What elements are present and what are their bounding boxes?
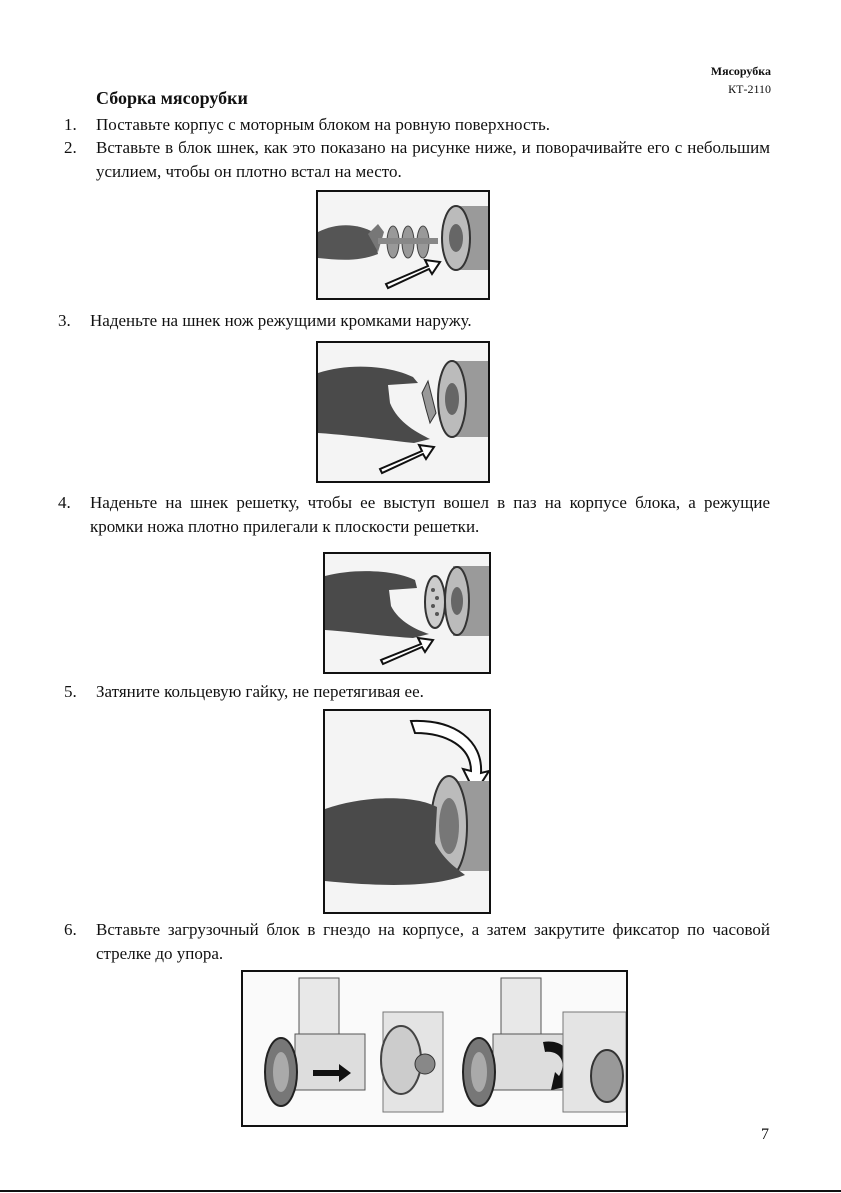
grid-illustration (325, 554, 489, 672)
auger-illustration (318, 192, 488, 298)
page-title: Сборка мясорубки (96, 88, 248, 108)
step-4 (58, 491, 770, 539)
photo-ring-nut (323, 709, 491, 914)
header-brand: Мясорубка (710, 64, 771, 78)
step-3 (58, 309, 770, 333)
step-text: Наденьте на шнек нож режущими кромками наружу. (90, 311, 472, 330)
step-2 (64, 136, 770, 184)
bottom-rule (0, 1190, 841, 1192)
header-model: КТ-2110 (728, 82, 771, 96)
photo-grid-install (323, 552, 491, 674)
loading-tube-illustration (243, 972, 626, 1125)
step-number: 1. (64, 115, 77, 134)
knife-illustration (318, 343, 488, 481)
step-text: Затяните кольцевую гайку, не перетягивая ее. (96, 682, 424, 701)
ring-nut-illustration (325, 711, 489, 912)
step-6 (64, 918, 770, 966)
photo-loading-tube (241, 970, 628, 1127)
step-text: Поставьте корпус с моторным блоком на ровную поверхность. (96, 115, 550, 134)
step-number: 5. (64, 682, 77, 701)
page-number: 7 (761, 1126, 769, 1143)
step-5 (64, 680, 770, 704)
step-number: 2. (64, 138, 77, 157)
step-text: Наденьте на шнек решетку, чтобы ее выступ вошел в паз на корпусе блока, а режущие кромки ножа плотно прилегали к плоскости решетки. (90, 493, 770, 536)
step-text: Вставьте загрузочный блок в гнездо на корпусе, а затем закрутите фиксатор по часовой стрелке до упора. (96, 920, 770, 963)
step-1 (64, 113, 770, 137)
photo-knife-install (316, 341, 490, 483)
photo-auger-insertion (316, 190, 490, 300)
step-number: 3. (58, 311, 71, 330)
step-number: 6. (64, 920, 77, 939)
step-number: 4. (58, 493, 71, 512)
step-text: Вставьте в блок шнек, как это показано на рисунке ниже, и поворачивайте его с небольшим усилием, чтобы он плотно встал на место. (96, 138, 770, 181)
